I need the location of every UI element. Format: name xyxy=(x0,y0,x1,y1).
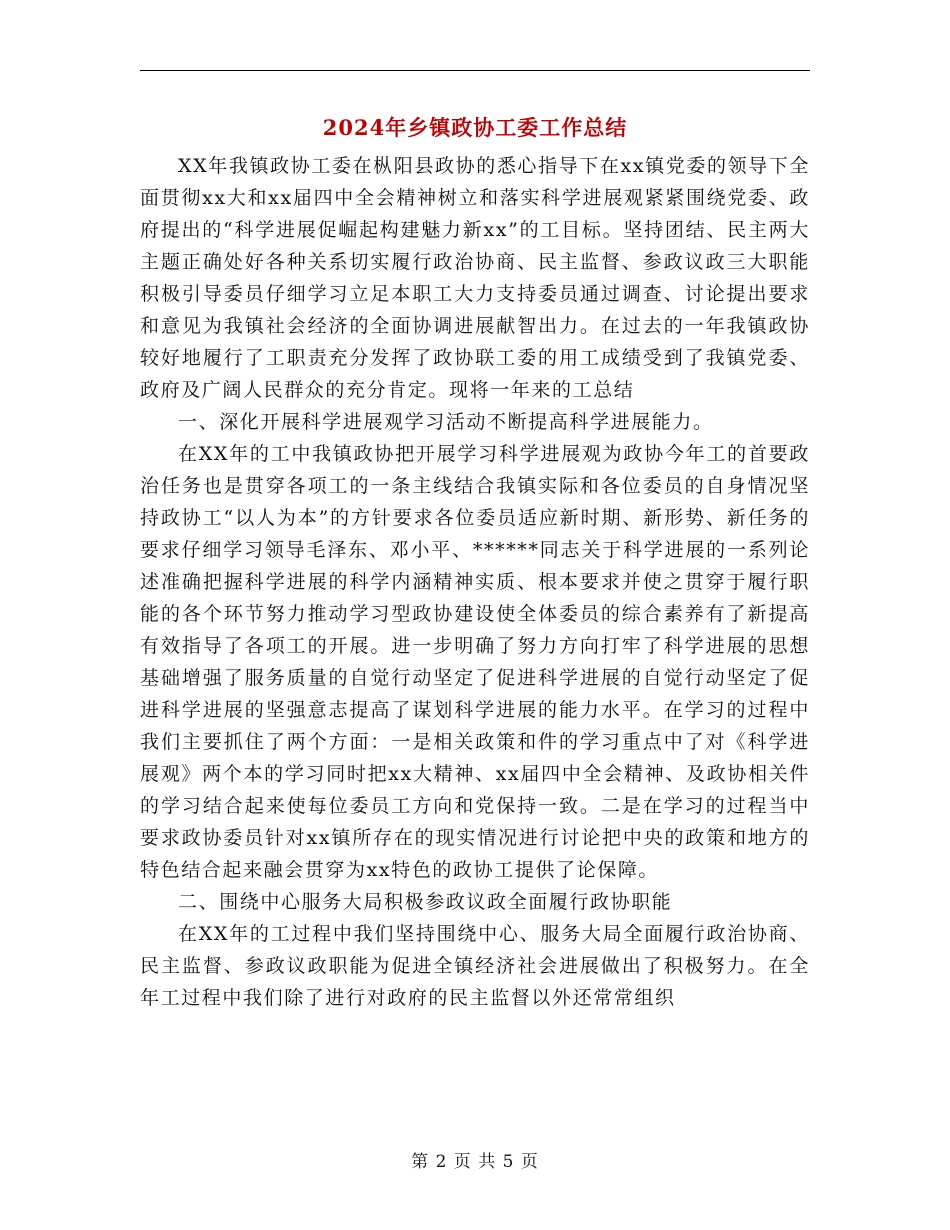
section-heading-1: 一、深化开展科学进展观学习活动不断提高科学进展能力。 xyxy=(178,411,714,433)
paragraph-section-2: 在XX年的工过程中我们坚持围绕中心、服务大局全面履行政治协商、民主监督、参政议政职能为促进全镇经济社会进展做出了积极努力。在全年工过程中我们除了进行对政府的民主监督以外还常常组织 xyxy=(140,923,810,1009)
page-number: 第 2 页 共 5 页 xyxy=(411,1152,539,1172)
header-rule xyxy=(140,70,810,71)
document-title: 2024年乡镇政协工委工作总结 xyxy=(322,115,628,140)
paragraph-section-1: 在XX年的工中我镇政协把开展学习科学进展观为政协今年工的首要政治任务也是贯穿各项工的一条主线结合我镇实际和各位委员的自身情况坚持政协工“以人为本”的方针要求各位委员适应新时期、新形势、新任务的要求仔细学习领导毛泽东、邓小平、******同志关于科学进展的一系列论述准确把握科学进展的科学内涵精神实质、根本要求并使之贯穿于履行职能的各个环节努力推动学习型政协建设使全体委员的综合素养有了新提高有效指导了各项工的开展。进一步明确了努力方向打牢了科学进展的思想基础增强了服务质量的自觉行动坚定了促进科学进展的自觉行动坚定了促进科学进展的坚强意志提高了谋划科学进展的能力水平。在学习的过程中我们主要抓住了两个方面：一是相关政策和件的学习重点中了对《科学进展观》两个本的学习同时把xx大精神、xx届四中全会精神、及政协相关件的学习结合起来使每位委员工方向和党保持一致。二是在学习的过程当中要求政协委员针对xx镇所存在的现实情况进行讨论把中央的政策和地方的特色结合起来融会贯穿为xx特色的政协工提供了论保障。 xyxy=(140,443,810,881)
section-heading-2: 二、围绕中心服务大局积极参政议政全面履行政协职能 xyxy=(178,891,673,913)
paragraph-intro: XX年我镇政协工委在枞阳县政协的悉心指导下在xx镇党委的领导下全面贯彻xx大和xx届四中全会精神树立和落实科学进展观紧紧围绕党委、政府提出的“科学进展促崛起构建魅力新xx”的工目标。坚持团结、民主两大主题正确处好各种关系切实履行政治协商、民主监督、参政议政三大职能积极引导委员仔细学习立足本职工大力支持委员通过调查、讨论提出要求和意见为我镇社会经济的全面协调进展献智出力。在过去的一年我镇政协较好地履行了工职责充分发挥了政协联工委的用工成绩受到了我镇党委、政府及广阔人民群众的充分肯定。现将一年来的工总结 xyxy=(140,155,810,401)
document-body xyxy=(140,150,810,1014)
